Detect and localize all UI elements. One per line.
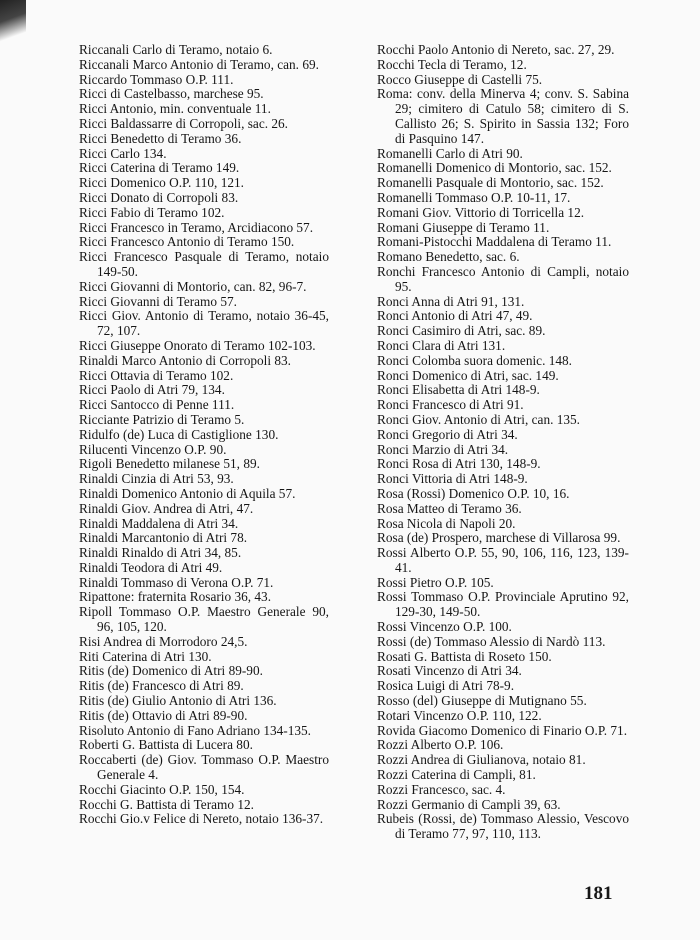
index-entry: Rocchi Gio.v Felice di Nereto, notaio 136-37. [79, 811, 324, 827]
index-entry: Ricci Giuseppe Onorato di Teramo 102-103. [79, 337, 316, 353]
index-entry: Risi Andrea di Morrodoro 24,5. [79, 633, 248, 649]
index-entry: Rosa (de) Prospero, marchese di Villarosa 99. [377, 530, 621, 546]
index-entry: Ronci Clara di Atri 131. [377, 337, 506, 353]
index-entry: Rosso (del) Giuseppe di Mutignano 55. [377, 693, 587, 709]
index-entry: Ricci Baldassarre di Corropoli, sac. 26. [79, 115, 289, 131]
index-entry: Rozzi Caterina di Campli, 81. [377, 767, 536, 783]
index-entry: Rinaldi Marcantonio di Atri 78. [79, 530, 248, 546]
index-entry: Rocchi Paolo Antonio di Nereto, sac. 27, 29. [377, 42, 615, 57]
index-entry: Romani Giuseppe di Teramo 11. [377, 219, 550, 235]
index-entry: Ronci Rosa di Atri 130, 148-9. [377, 456, 541, 472]
index-entry: Rozzi Andrea di Giulianova, notaio 81. [377, 752, 586, 768]
index-column-left [79, 43, 329, 827]
index-entry: Romanelli Tommaso O.P. 10-11, 17. [377, 189, 571, 205]
index-entry: Rinaldi Rinaldo di Atri 34, 85. [79, 545, 242, 561]
index-entry: Rozzi Francesco, sac. 4. [377, 781, 506, 797]
index-entry: Roberti G. Battista di Lucera 80. [79, 737, 253, 753]
index-entry: Ronci Marzio di Atri 34. [377, 441, 509, 457]
index-entry: Ronci Colomba suora domenic. 148. [377, 352, 572, 368]
index-entry: Rossi (de) Tommaso Alessio di Nardò 113. [377, 633, 606, 649]
index-entry: Ronci Casimiro di Atri, sac. 89. [377, 323, 546, 339]
index-entry: Rigoli Benedetto milanese 51, 89. [79, 456, 260, 472]
index-entry: Ricci Antonio, min. conventuale 11. [79, 101, 271, 117]
index-entry: Rossi Alberto O.P. 55, 90, 106, 116, 123, 139-41. [377, 545, 629, 575]
index-entry: Rozzi Alberto O.P. 106. [377, 737, 504, 753]
index-entry: Ronci Antonio di Atri 47, 49. [377, 308, 533, 324]
index-entry: Rossi Tommaso O.P. Provinciale Aprutino 92, 129-30, 149-50. [377, 589, 629, 620]
index-entry: Risoluto Antonio di Fano Adriano 134-135. [79, 722, 311, 738]
index-entry: Rocco Giuseppe di Castelli 75. [377, 71, 543, 87]
index-entry: Ricci Giovanni di Teramo 57. [79, 293, 237, 309]
index-entry: Rinaldi Maddalena di Atri 34. [79, 515, 239, 531]
index-entry: Romanelli Carlo di Atri 90. [377, 145, 523, 161]
index-entry: Ritis (de) Domenico di Atri 89-90. [79, 663, 263, 679]
index-entry: Rozzi Germanio di Campli 39, 63. [377, 796, 561, 812]
index-entry: Ricci Fabio di Teramo 102. [79, 204, 225, 220]
index-entry: Ritis (de) Ottavio di Atri 89-90. [79, 707, 248, 723]
index-entry: Rosati Vincenzo di Atri 34. [377, 663, 522, 679]
index-entry: Rotari Vincenzo O.P. 110, 122. [377, 707, 542, 723]
index-entry: Rosica Luigi di Atri 78-9. [377, 678, 515, 694]
index-column-right [377, 43, 629, 842]
index-entry: Riccanali Marco Antonio di Teramo, can. 69. [79, 56, 319, 72]
index-entry: Rinaldi Giov. Andrea di Atri, 47. [79, 500, 254, 516]
index-entry: Romani Giov. Vittorio di Torricella 12. [377, 204, 585, 220]
index-entry: Riccardo Tommaso O.P. 111. [79, 71, 234, 87]
index-entry: Rubeis (Rossi, de) Tommaso Alessio, Vescovo di Teramo 77, 97, 110, 113. [377, 811, 629, 842]
index-entry: Rinaldi Marco Antonio di Corropoli 83. [79, 352, 291, 368]
index-entry: Ronci Gregorio di Atri 34. [377, 426, 518, 442]
index-entry: Rinaldi Tommaso di Verona O.P. 71. [79, 574, 274, 590]
index-entry: Ricci Domenico O.P. 110, 121. [79, 175, 244, 191]
index-entry: Ridulfo (de) Luca di Castiglione 130. [79, 426, 279, 442]
index-entry: Ronci Vittoria di Atri 148-9. [377, 471, 528, 487]
index-entry: Rovida Giacomo Domenico di Finario O.P. 71. [377, 722, 628, 738]
index-entry: Ricci di Castelbasso, marchese 95. [79, 86, 264, 102]
index-entry: Ricci Francesco Pasquale di Teramo, notaio 149-50. [79, 249, 329, 279]
index-entry: Ronchi Francesco Antonio di Campli, notaio 95. [377, 263, 629, 294]
index-entry: Ricci Francesco Antonio di Teramo 150. [79, 234, 295, 250]
index-entry: Rossi Vincenzo O.P. 100. [377, 619, 512, 635]
page-number: 181 [584, 883, 613, 904]
index-entry: Rosati G. Battista di Roseto 150. [377, 648, 552, 664]
index-entry: Ripattone: fraternita Rosario 36, 43. [79, 589, 272, 605]
index-entry: Ricci Giovanni di Montorio, can. 82, 96-7. [79, 278, 307, 294]
index-entry: Ronci Anna di Atri 91, 131. [377, 293, 525, 309]
corner-scan-mark [0, 0, 26, 46]
index-entry: Rinaldi Cinzia di Atri 53, 93. [79, 471, 234, 487]
index-entry: Rosa (Rossi) Domenico O.P. 10, 16. [377, 485, 570, 501]
index-entry: Rosa Nicola di Napoli 20. [377, 515, 516, 531]
index-entry: Romani-Pistocchi Maddalena di Teramo 11. [377, 234, 612, 250]
index-entry: Ricci Giov. Antonio di Teramo, notaio 36-45, 72, 107. [79, 308, 329, 339]
index-entry: Romanelli Domenico di Montorio, sac. 152. [377, 160, 612, 176]
index-entry: Rossi Pietro O.P. 105. [377, 574, 494, 590]
index-entry: Rinaldi Teodora di Atri 49. [79, 559, 223, 575]
index-entry: Ricci Ottavia di Teramo 102. [79, 367, 234, 383]
index-entry: Ricciante Patrizio di Teramo 5. [79, 411, 245, 427]
index-entry: Ronci Elisabetta di Atri 148-9. [377, 382, 540, 398]
index-entry: Ricci Donato di Corropoli 83. [79, 189, 239, 205]
index-entry: Ricci Francesco in Teramo, Arcidiacono 57. [79, 219, 314, 235]
index-entry: Ricci Carlo 134. [79, 145, 167, 161]
index-entry: Ritis (de) Giulio Antonio di Atri 136. [79, 693, 277, 709]
index-entry: Ronci Domenico di Atri, sac. 149. [377, 367, 559, 383]
index-entry: Riti Caterina di Atri 130. [79, 648, 212, 664]
index-entry: Riccanali Carlo di Teramo, notaio 6. [79, 42, 273, 57]
index-entry: Roccaberti (de) Giov. Tommaso O.P. Maestro Generale 4. [79, 752, 329, 783]
index-entry: Romano Benedetto, sac. 6. [377, 249, 520, 265]
index-entry: Ripoll Tommaso O.P. Maestro Generale 90, 96, 105, 120. [79, 604, 329, 635]
index-entry: Roma: conv. della Minerva 4; conv. S. Sabina 29; cimitero di Catulo 58; cimitero di S. Callisto 26; S. Spirito in Sassia 132; Foro di Pasquino 147. [377, 86, 629, 146]
index-entry: Ricci Benedetto di Teramo 36. [79, 130, 242, 146]
index-entry: Rocchi Tecla di Teramo, 12. [377, 56, 527, 72]
index-entry: Ritis (de) Francesco di Atri 89. [79, 678, 244, 694]
index-entry: Rosa Matteo di Teramo 36. [377, 500, 522, 516]
index-entry: Rocchi G. Battista di Teramo 12. [79, 796, 254, 812]
index-entry: Ricci Paolo di Atri 79, 134. [79, 382, 225, 398]
index-entry: Rocchi Giacinto O.P. 150, 154. [79, 781, 245, 797]
index-entry: Ronci Francesco di Atri 91. [377, 397, 524, 413]
index-entry: Rilucenti Vincenzo O.P. 90. [79, 441, 227, 457]
index-entry: Ricci Santocco di Penne 111. [79, 397, 235, 413]
index-entry: Ronci Giov. Antonio di Atri, can. 135. [377, 411, 581, 427]
index-entry: Ricci Caterina di Teramo 149. [79, 160, 240, 176]
index-entry: Rinaldi Domenico Antonio di Aquila 57. [79, 485, 296, 501]
index-entry: Romanelli Pasquale di Montorio, sac. 152. [377, 175, 604, 191]
